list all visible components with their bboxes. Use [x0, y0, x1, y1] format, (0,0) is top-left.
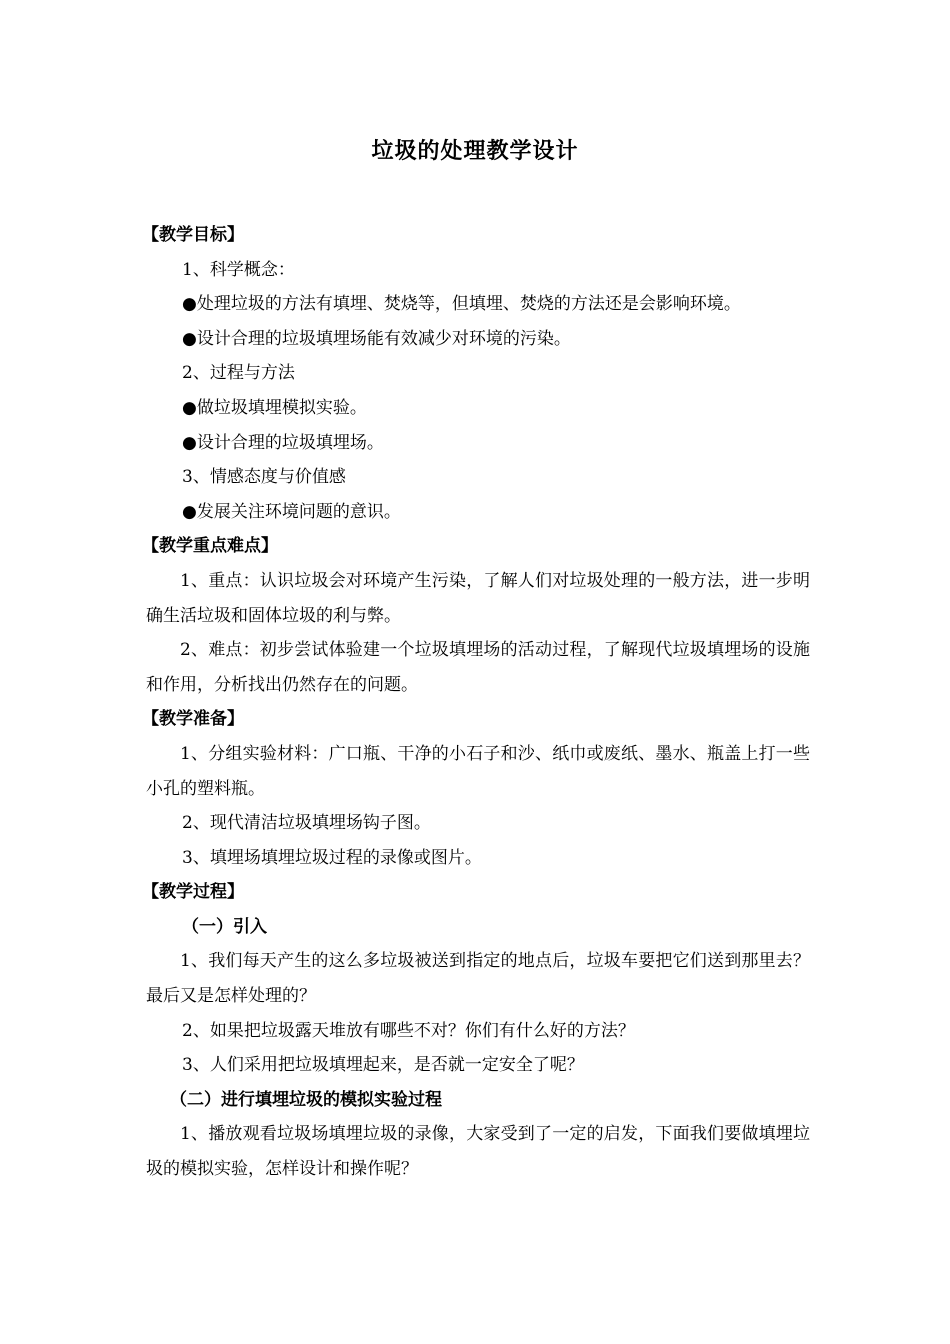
- goal-bullet-2: ●设计合理的垃圾填埋场能有效减少对环境的污染。: [182, 328, 571, 349]
- process-part1-paragraph-3: 3、人们采用把垃圾填埋起来，是否就一定安全了呢？: [182, 1055, 584, 1076]
- section-heading-key-points: 【教学重点难点】: [142, 536, 278, 557]
- preparation-paragraph-2: 2、现代清洁垃圾填埋场钩子图。: [182, 813, 431, 834]
- goal-bullet-4: ●设计合理的垃圾填埋场。: [182, 432, 384, 453]
- key-point-paragraph-1: 1、重点：认识垃圾会对环境产生污染，了解人们对垃圾处理的一般方法，进一步明确生活垃圾和固体垃圾的利与弊。: [146, 570, 810, 626]
- goal-item-2: 2、过程与方法: [182, 363, 295, 384]
- goal-bullet-1: ●处理垃圾的方法有填埋、焚烧等，但填埋、焚烧的方法还是会影响环境。: [182, 294, 741, 315]
- key-point-paragraph-2: 2、难点：初步尝试体验建一个垃圾填埋场的活动过程，了解现代垃圾填埋场的设施和作用，分析找出仍然存在的问题。: [146, 640, 810, 695]
- process-part1-paragraph-1: 1、我们每天产生的这么多垃圾被送到指定的地点后，垃圾车要把它们送到那里去？最后又是怎样处理的？: [146, 951, 810, 1007]
- section-heading-process: 【教学过程】: [142, 882, 244, 903]
- process-part2-paragraph-1: 1、播放观看垃圾场填埋垃圾的录像，大家受到了一定的启发，下面我们要做填埋垃圾的模拟实验，怎样设计和操作呢？: [146, 1124, 810, 1180]
- process-part2-title: （二）进行填埋垃圾的模拟实验过程: [170, 1089, 442, 1110]
- document-body: [142, 218, 810, 1187]
- preparation-paragraph-1: 1、分组实验材料：广口瓶、干净的小石子和沙、纸巾或废纸、墨水、瓶盖上打一些小孔的塑料瓶。: [146, 743, 810, 799]
- section-heading-goals: 【教学目标】: [142, 225, 244, 245]
- process-part1-paragraph-2: 2、如果把垃圾露天堆放有哪些不对？你们有什么好的方法？: [182, 1020, 635, 1041]
- section-heading-preparation: 【教学准备】: [142, 709, 244, 730]
- document-title: 垃圾的处理教学设计: [371, 138, 579, 164]
- goal-bullet-3: ●做垃圾填埋模拟实验。: [182, 397, 367, 418]
- goal-bullet-5: ●发展关注环境问题的意识。: [182, 501, 401, 522]
- process-part1-title: （一）引入: [182, 916, 267, 937]
- goal-item-1: 1、科学概念：: [182, 259, 295, 280]
- preparation-paragraph-3: 3、填埋场填埋垃圾过程的录像或图片。: [182, 847, 482, 868]
- goal-item-3: 3、情感态度与价值感: [182, 467, 346, 488]
